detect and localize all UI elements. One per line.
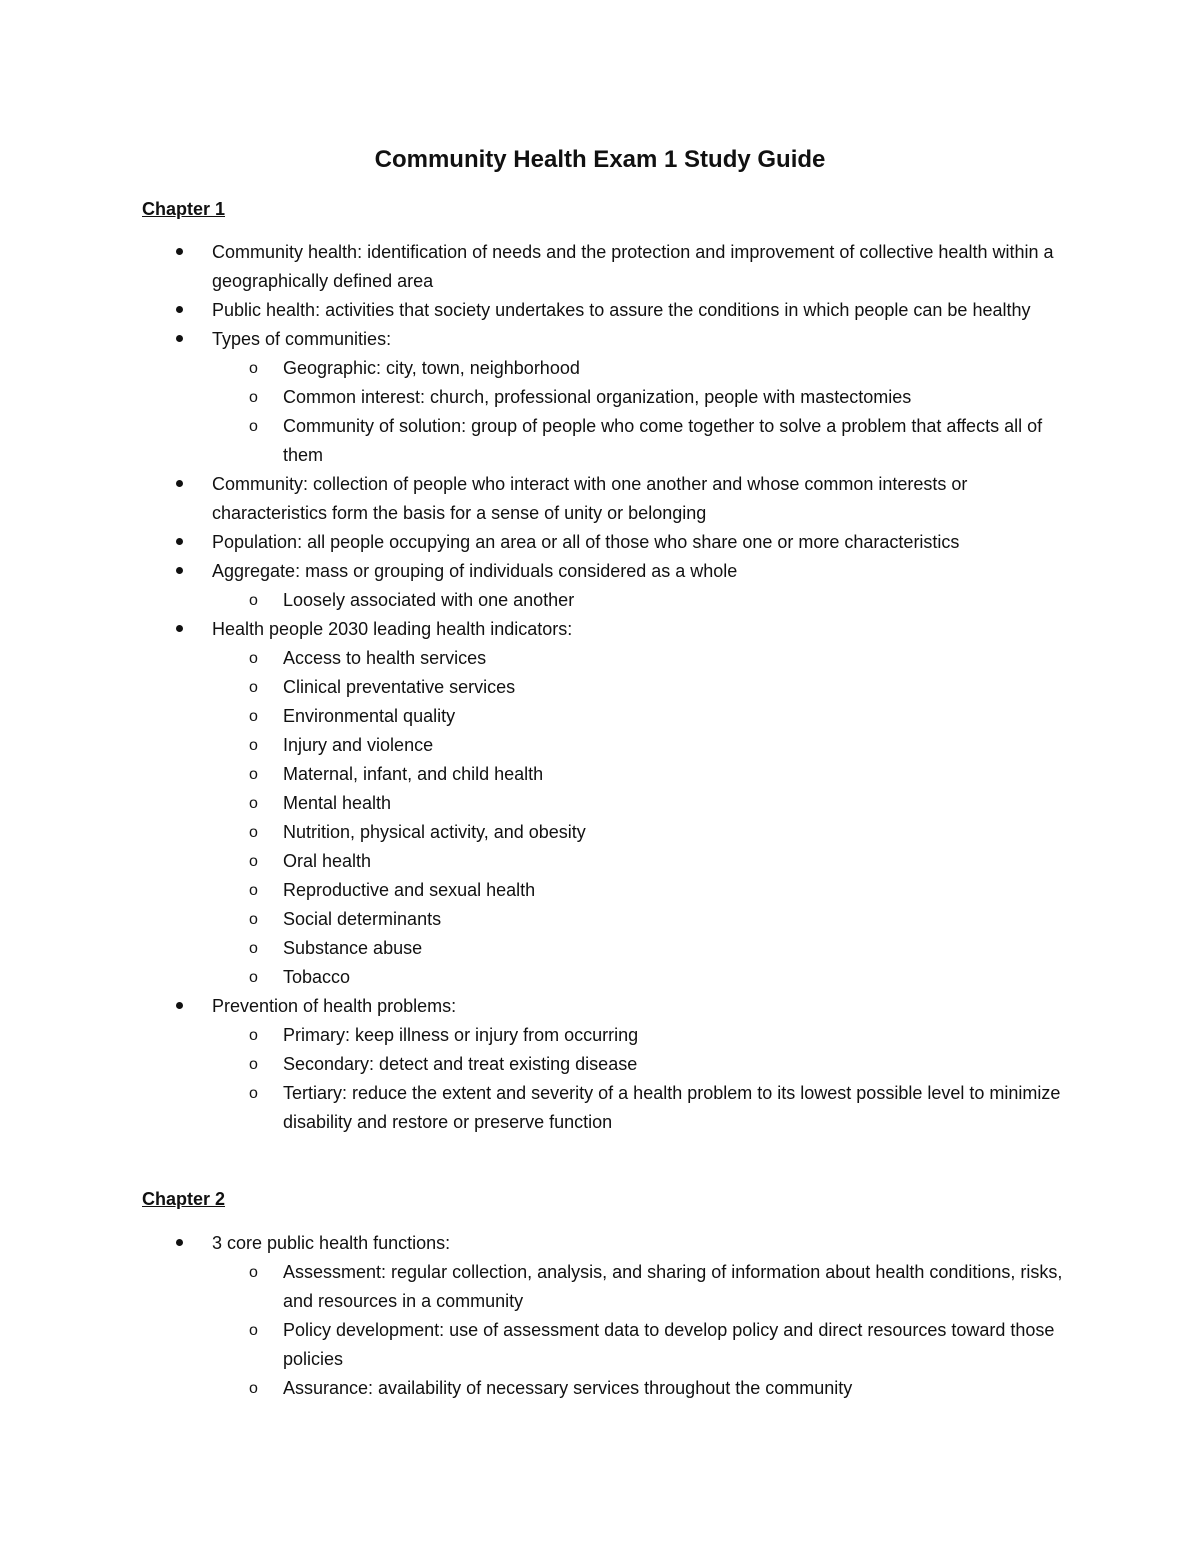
list-item-text: 3 core public health functions: [212, 1233, 451, 1253]
sub-bullet-icon: o [249, 1264, 258, 1281]
sub-list-item-text: Oral health [283, 851, 372, 871]
sub-list-item-text: Substance abuse [283, 938, 423, 958]
bullet-icon [173, 1229, 185, 1258]
sub-list-item [212, 963, 1072, 992]
sub-list [212, 354, 1072, 470]
bullet-icon [173, 325, 185, 354]
list-item [142, 557, 1072, 615]
chapter-2-heading: Chapter 2 [142, 1189, 226, 1209]
sub-list-item-text: Clinical preventative services [283, 677, 516, 697]
sub-bullet-icon: o [249, 940, 258, 957]
sub-list [212, 586, 1072, 615]
sub-list-item [212, 1374, 1072, 1403]
chapter-1-list [142, 238, 1072, 1137]
sub-list-item [212, 760, 1072, 789]
list-item-text: Health people 2030 leading health indicators: [212, 619, 573, 639]
sub-list-item [212, 644, 1072, 673]
document-title: Community Health Exam 1 Study Guide [374, 146, 826, 173]
sub-list-item-text: Assurance: availability of necessary services throughout the community [283, 1378, 853, 1398]
sub-list-item [212, 1050, 1072, 1079]
bullet-icon [173, 615, 185, 644]
sub-list-item [212, 731, 1072, 760]
sub-list-item-text: Access to health services [283, 648, 487, 668]
sub-list-item-text: Nutrition, physical activity, and obesity [283, 822, 586, 842]
sub-list-item-text: Environmental quality [283, 706, 456, 726]
sub-bullet-icon: o [249, 853, 258, 870]
bullet-icon [173, 470, 185, 499]
sub-list-item [212, 702, 1072, 731]
sub-list [212, 1258, 1072, 1403]
list-item-text: Types of communities: [212, 329, 392, 349]
sub-list-item [212, 412, 1072, 470]
list-item-text: Community health: identification of needs and the protection and improvement of collective health within a geographically defined area [212, 242, 1054, 291]
sub-list-item-text: Assessment: regular collection, analysis, and sharing of information about health conditions, risks, and resources in a community [283, 1262, 1063, 1311]
sub-bullet-icon: o [249, 592, 258, 609]
sub-list-item [212, 818, 1072, 847]
list-item [142, 992, 1072, 1137]
bullet-icon [173, 296, 185, 325]
bullet-icon [173, 992, 185, 1021]
bullet-icon [173, 238, 185, 267]
sub-list-item [212, 1079, 1072, 1137]
sub-list-item-text: Reproductive and sexual health [283, 880, 536, 900]
sub-bullet-icon: o [249, 1085, 258, 1102]
list-item [142, 615, 1072, 992]
sub-list-item-text: Social determinants [283, 909, 442, 929]
chapter-2-list [142, 1229, 1072, 1403]
sub-list-item-text: Primary: keep illness or injury from occurring [283, 1025, 639, 1045]
sub-list-item-text: Secondary: detect and treat existing disease [283, 1054, 638, 1074]
sub-list-item-text: Geographic: city, town, neighborhood [283, 358, 580, 378]
sub-bullet-icon: o [249, 737, 258, 754]
sub-list-item-text: Tertiary: reduce the extent and severity of a health problem to its lowest possible level to minimize disability and restore or preserve function [283, 1083, 1061, 1132]
sub-bullet-icon: o [249, 969, 258, 986]
chapter-1-heading: Chapter 1 [142, 199, 226, 219]
sub-bullet-icon: o [249, 679, 258, 696]
sub-bullet-icon: o [249, 1027, 258, 1044]
sub-list-item-text: Loosely associated with one another [283, 590, 575, 610]
sub-bullet-icon: o [249, 708, 258, 725]
sub-list-item [212, 1258, 1072, 1316]
sub-bullet-icon: o [249, 824, 258, 841]
list-item [142, 238, 1072, 296]
bullet-icon [173, 557, 185, 586]
sub-list-item [212, 383, 1072, 412]
sub-list [212, 1021, 1072, 1137]
sub-bullet-icon: o [249, 1056, 258, 1073]
sub-list-item-text: Maternal, infant, and child health [283, 764, 544, 784]
sub-list-item [212, 876, 1072, 905]
sub-list-item-text: Injury and violence [283, 735, 434, 755]
list-item [142, 1229, 1072, 1403]
list-item-text: Population: all people occupying an area or all of those who share one or more characteristics [212, 532, 960, 552]
sub-list-item-text: Tobacco [283, 967, 351, 987]
sub-bullet-icon: o [249, 1322, 258, 1339]
sub-list-item-text: Common interest: church, professional organization, people with mastectomies [283, 387, 912, 407]
sub-list [212, 644, 1072, 992]
sub-bullet-icon: o [249, 650, 258, 667]
sub-list-item [212, 1021, 1072, 1050]
sub-bullet-icon: o [249, 1380, 258, 1397]
sub-list-item [212, 847, 1072, 876]
list-item-text: Aggregate: mass or grouping of individuals considered as a whole [212, 561, 738, 581]
bullet-icon [173, 528, 185, 557]
list-item-text: Public health: activities that society undertakes to assure the conditions in which people can be healthy [212, 300, 1031, 320]
sub-bullet-icon: o [249, 882, 258, 899]
sub-bullet-icon: o [249, 418, 258, 435]
sub-bullet-icon: o [249, 360, 258, 377]
sub-list-item-text: Mental health [283, 793, 392, 813]
list-item-text: Prevention of health problems: [212, 996, 457, 1016]
sub-list-item [212, 1316, 1072, 1374]
sub-list-item [212, 905, 1072, 934]
list-item [142, 296, 1072, 325]
list-item [142, 470, 1072, 528]
sub-list-item-text: Community of solution: group of people who come together to solve a problem that affects all of them [283, 416, 1043, 465]
sub-bullet-icon: o [249, 911, 258, 928]
list-item [142, 528, 1072, 557]
sub-list-item [212, 934, 1072, 963]
sub-bullet-icon: o [249, 766, 258, 783]
sub-bullet-icon: o [249, 389, 258, 406]
sub-bullet-icon: o [249, 795, 258, 812]
sub-list-item [212, 586, 1072, 615]
sub-list-item [212, 354, 1072, 383]
sub-list-item [212, 673, 1072, 702]
list-item [142, 325, 1072, 470]
sub-list-item-text: Policy development: use of assessment data to develop policy and direct resources toward those policies [283, 1320, 1055, 1369]
list-item-text: Community: collection of people who interact with one another and whose common interests or characteristics form the basis for a sense of unity or belonging [212, 474, 968, 523]
sub-list-item [212, 789, 1072, 818]
